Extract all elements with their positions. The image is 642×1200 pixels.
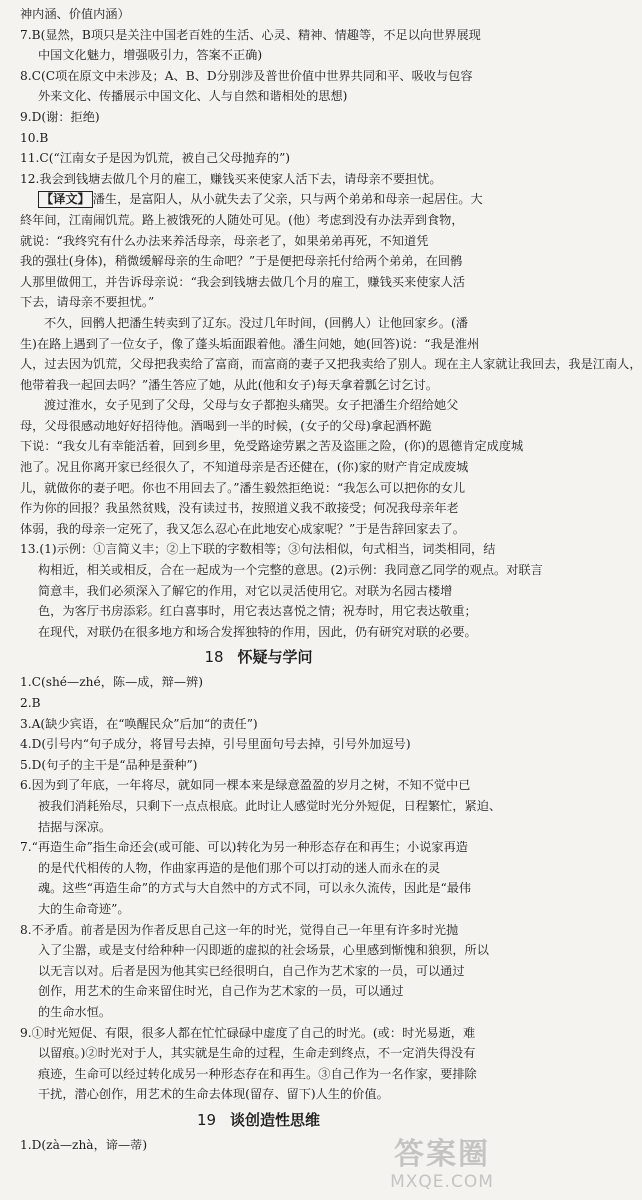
text-line: 的生命水恒。 [38, 1004, 112, 1019]
text-line: 4.D(引号内“句子成分，将冒号去掉，引号里面句号去掉，引号外加逗号) [20, 737, 411, 752]
text-line: 10.B [20, 130, 49, 145]
text-line: 生)在路上遇到了一位女子，像了蓬头垢面跟着他。潘生问她，她(回答)说：“我是淮州 [20, 336, 480, 351]
text-line: 母，父母很感动地好好招待他。酒喝到一半的时候，(女子的父母)拿起酒杯跪 [20, 418, 432, 433]
text-line: 13.(1)示例：①言简义丰；②上下联的字数相等；③句法相似，句式相当，词类相同，结 [20, 542, 496, 557]
text-line: 魂。这些“再造生命”的方式与大自然中的方式不同，可以永久流传，因此是“最伟 [38, 881, 472, 896]
text-line: 不久，回鹘人把潘生转卖到了辽东。没过几年时间，(回鹘人）让他回家乡。(潘 [44, 315, 468, 330]
text-line: 人，过去因为饥荒，父母把我卖给了富商，而富商的妻子又把我卖给了别人。现在主人家就让我回去，我是江南人， [20, 357, 642, 372]
text-line [20, 189, 497, 210]
text-line: 以无言以对。后者是因为他其实已经很明白，自己作为艺术家的一员，可以通过 [38, 963, 465, 978]
text-line: 9.①时光短促、有限，很多人都在忙忙碌碌中虚度了自己的时光。(或：时光易逝，难 [20, 1025, 476, 1040]
text-line: 渡过淮水，女子见到了父母，父母与女子都抱头痛哭。女子把潘生介绍给她父 [44, 398, 459, 413]
translation-block [20, 189, 642, 539]
text-line: 9.D(谢：拒绝) [20, 109, 100, 124]
text-line: 外来文化、传播展示中国文化、人与自然和谐相处的思想) [38, 89, 348, 104]
text-line: 6.因为到了年底，一年将尽，就如同一棵本来是绿意盈盈的岁月之树，不知不觉中已 [20, 778, 471, 793]
text-line: 8.C(C项在原文中未涉及；A、B、D分别涉及普世价值中世界共同和平、吸收与包容 [20, 68, 473, 83]
section-number: 18 [204, 648, 224, 667]
text-line: 2.B [20, 696, 41, 710]
text-line: 痕迹，生命可以经过转化成另一种形态存在和再生。③自己作为一名作家，要排除 [38, 1066, 477, 1081]
text-line: 儿，就做你的妻子吧。你也不用回去了。”潘生毅然拒绝说：“我怎么可以把你的女儿 [20, 480, 466, 495]
text-line: 7.“再造生命”指生命还会(或可能、可以)转化为另一种形态存在和再生；小说家再造 [20, 840, 468, 855]
answers-part-a [20, 4, 497, 189]
text-line: 神内涵、价值内涵） [20, 7, 130, 21]
text-line: 色，为客厅书房添彩。红白喜事时，用它表达喜悦之情；祝寿时，用它表达敬重； [38, 604, 477, 619]
text-line: 他带着我一起回去吗？”潘生答应了她，从此(他和女子)每天拿着瓢乞讨乞讨。 [20, 377, 438, 392]
watermark-logo-icon: 答案圈 [394, 1137, 490, 1172]
text-line: 就说：“我终究有什么办法来养活母亲，母亲老了，如果弟弟再死，不知道凭 [20, 233, 429, 248]
text-line: 12.我会到钱塘去做几个月的雇工，赚钱买来使家人活下去，请母亲不要担忧。 [20, 171, 442, 186]
site-watermark [377, 1138, 507, 1196]
text-line: 11.C(“江南女子是因为饥荒，被自己父母抛弃的”) [20, 151, 291, 166]
text-line: 中国文化魅力，增强吸引力，答案不正确) [38, 48, 263, 63]
watermark-url: MXQE.COM [390, 1172, 494, 1192]
text-line: 我的强壮(身体)，稍微缓解母亲的生命吧？”于是便把母亲托付给两个弟弟，在回鹘 [20, 254, 463, 269]
section-heading-19 [20, 1107, 497, 1133]
answers-section-18 [20, 672, 502, 1104]
text-line: 1.D(zà—zhà，谛—蒂) [20, 1137, 148, 1152]
text-line: 创作，用艺术的生命来留住时光，自己作为艺术家的一员，可以通过 [38, 984, 404, 999]
text-line: 下去，请母亲不要担忧。” [20, 295, 155, 310]
text-line: 7.B(显然，B项只是关注中国老百姓的生活、心灵、精神、情趣等，不足以向世界展现 [20, 27, 481, 42]
section-title: 怀疑与学问 [237, 648, 313, 667]
text-line: 在现代，对联仍在很多地方和场合发挥独特的作用，因此，仍有研究对联的必要。 [38, 624, 477, 639]
answer-13 [20, 539, 543, 642]
text-line: 体弱，我的母亲一定死了，我又怎么忍心在此地安心成家呢？”于是告辞回家去了。 [20, 521, 465, 536]
text-line: 被我们消耗殆尽，只剩下一点点根底。此时让人感觉时光分外短促，日程繁忙，紧迫、 [38, 798, 502, 813]
text-line: 5.D(句子的主干是“品种是蚕种”) [20, 757, 198, 772]
text-line: 大的生命奇迹”。 [38, 901, 130, 916]
section-heading-18 [20, 644, 497, 670]
text-line: 1.C(shé—zhé，陈—成，辩—辨) [20, 675, 203, 690]
text-line: 的是代代相传的人物，作曲家再造的是他们那个可以打动的迷人而永在的灵 [38, 860, 441, 875]
text-line: 干扰，潜心创作，用艺术的生命去体现(留存、留下)人生的价值。 [38, 1087, 389, 1102]
text-line: 作为你的回报？我虽然贫贱，没有读过书，按照道义我不敢接受；何况我母亲年老 [20, 501, 459, 516]
translation-label: 【译文】 [38, 191, 93, 208]
text-line: 終年间，江南闹饥荒。路上被饿死的人随处可见。(他）考虑到没有办法弄到食物， [20, 212, 464, 227]
text-line: 构相近，相关或相反，合在一起成为一个完整的意思。(2)示例：我同意乙同学的观点。对联言 [38, 563, 543, 578]
section-number: 19 [196, 1110, 217, 1129]
translation-first-line: 潘生，是富阳人，从小就失去了父亲，只与两个弟弟和母亲一起居住。大 [92, 192, 483, 207]
text-line: 入了尘嚣，或是支付给种种一闪即逝的虚拟的社会场景，心里感到惭愧和狼狈，所以 [38, 943, 489, 958]
text-line: 3.A(缺少宾语，在“唤醒民众”后加“的责任”) [20, 716, 258, 731]
text-line: 以留痕。)②时光对于人，其实就是生命的过程，生命走到终点，不一定消失得没有 [38, 1046, 476, 1061]
text-line: 下说：“我女儿有幸能活着，回到乡里，免受路途劳累之苦及盗匪之险，(你)的恩德肯定成度城 [20, 439, 524, 454]
text-line: 人那里做佣工，并告诉母亲说：“我会到钱塘去做几个月的雇工，赚钱买来使家人活 [20, 274, 465, 289]
section-title: 谈创造性思维 [230, 1110, 321, 1129]
text-line: 池了。况且你离开家已经很久了，不知道母亲是否还健在，(你)家的财产肯定成废城 [20, 460, 469, 475]
text-line: 8.不矛盾。前者是因为作者反思自己这一年的时光，觉得自己一年里有许多时光抛 [20, 922, 459, 937]
text-line: 拮据与深凉。 [38, 819, 112, 834]
text-line: 简意丰，我们必须深入了解它的作用，对它以灵活使用它。对联为名园古楼增 [38, 583, 453, 598]
